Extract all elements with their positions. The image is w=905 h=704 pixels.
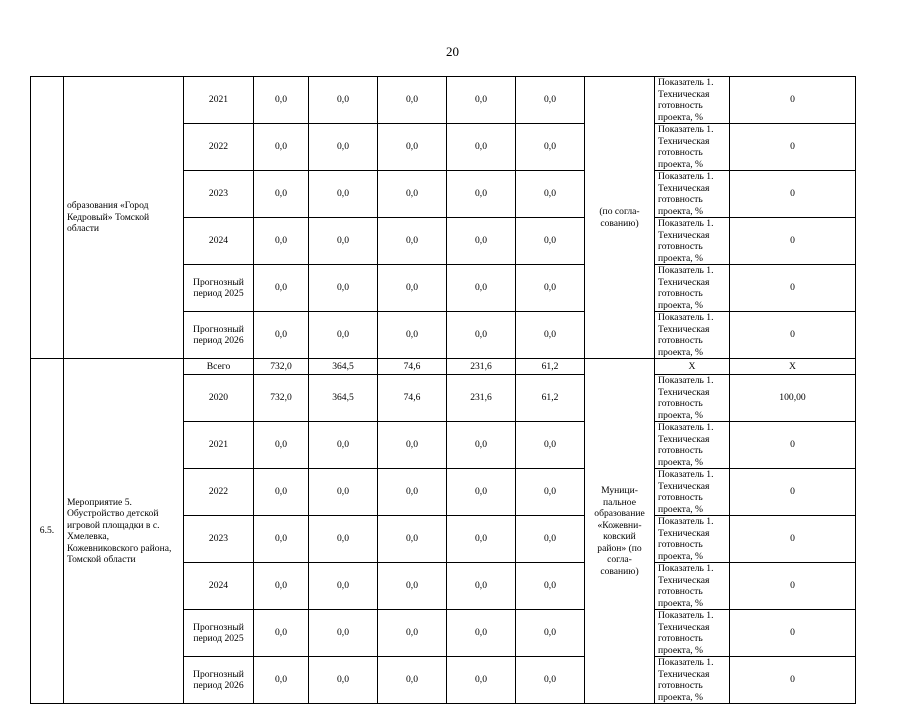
year-cell: 2022 [184,124,254,171]
value-cell: 231,6 [447,359,516,375]
executor-cell: образования «Город Кедровый» Томской области [64,77,184,359]
item-number-cell [31,77,64,359]
year-cell: 2021 [184,77,254,124]
value-cell: 0,0 [254,124,309,171]
value-cell: 364,5 [309,359,378,375]
indicator-value-cell: 0 [730,265,856,312]
value-cell: 231,6 [447,375,516,422]
value-cell: 0,0 [447,610,516,657]
year-cell: 2024 [184,218,254,265]
value-cell: 0,0 [254,563,309,610]
value-cell: 0,0 [447,312,516,359]
value-cell: 0,0 [447,265,516,312]
value-cell: 0,0 [254,265,309,312]
indicator-value-cell: 0 [730,469,856,516]
value-cell: 0,0 [254,312,309,359]
value-cell: 0,0 [309,218,378,265]
value-cell: 0,0 [309,422,378,469]
value-cell: 0,0 [309,516,378,563]
indicator-name-cell: Показатель 1. Техническая готовность проекта, % [655,657,730,704]
value-cell: 74,6 [378,359,447,375]
indicator-value-cell: 0 [730,124,856,171]
indicator-value-cell: 0 [730,516,856,563]
value-cell: 0,0 [378,124,447,171]
value-cell: 0,0 [447,124,516,171]
value-cell: 0,0 [447,563,516,610]
year-cell: Прогнозный период 2025 [184,610,254,657]
value-cell: 0,0 [254,469,309,516]
indicator-value-cell: 0 [730,563,856,610]
value-cell: 732,0 [254,375,309,422]
value-cell: 0,0 [309,312,378,359]
year-cell: 2021 [184,422,254,469]
measure-name-cell: Мероприятие 5. Обустройство детской игровой площадки в с. Хмелевка, Кожевниковского района, Томской области [64,359,184,704]
value-cell: 0,0 [378,469,447,516]
value-cell: 0,0 [309,77,378,124]
year-cell: Прогнозный период 2025 [184,265,254,312]
year-cell: 2024 [184,563,254,610]
value-cell: 0,0 [378,218,447,265]
executor-cell: Муници-пальное образование «Кожевни-ковский район» (по согла-сованию) [585,359,655,704]
value-cell: 0,0 [378,516,447,563]
coexecutor-cell: (по согла-сованию) [585,77,655,359]
value-cell: 364,5 [309,375,378,422]
value-cell: 0,0 [378,422,447,469]
table-row [31,77,905,124]
value-cell: 0,0 [378,610,447,657]
value-cell: 0,0 [309,265,378,312]
year-cell: Прогнозный период 2026 [184,312,254,359]
indicator-name-cell: Показатель 1. Техническая готовность проекта, % [655,516,730,563]
year-cell: 2023 [184,516,254,563]
indicator-name-cell: Показатель 1. Техническая готовность проекта, % [655,422,730,469]
value-cell: 0,0 [447,422,516,469]
value-cell: 0,0 [516,265,585,312]
indicator-value-cell: 0 [730,422,856,469]
value-cell: 0,0 [447,469,516,516]
year-cell: 2023 [184,171,254,218]
indicator-name-cell: Показатель 1. Техническая готовность проекта, % [655,610,730,657]
value-cell: 0,0 [516,312,585,359]
value-cell: 0,0 [254,171,309,218]
indicator-value-cell: 0 [730,171,856,218]
indicator-name-cell: Показатель 1. Техническая готовность проекта, % [655,375,730,422]
value-cell: 0,0 [516,516,585,563]
value-cell: 0,0 [516,218,585,265]
item-number-cell: 6.5. [31,359,64,704]
indicator-value-cell: Х [730,359,856,375]
value-cell: 0,0 [309,657,378,704]
value-cell: 0,0 [254,610,309,657]
value-cell: 0,0 [447,77,516,124]
program-table [30,76,905,704]
value-cell: 0,0 [516,77,585,124]
value-cell: 0,0 [447,516,516,563]
value-cell: 0,0 [378,657,447,704]
value-cell: 0,0 [254,77,309,124]
year-cell: Прогнозный период 2026 [184,657,254,704]
value-cell: 0,0 [309,171,378,218]
value-cell: 732,0 [254,359,309,375]
value-cell: 0,0 [378,265,447,312]
value-cell: 0,0 [516,657,585,704]
page-number: 20 [0,44,905,60]
value-cell: 0,0 [378,77,447,124]
value-cell: 74,6 [378,375,447,422]
value-cell: 0,0 [516,171,585,218]
year-cell: 2020 [184,375,254,422]
indicator-value-cell: 100,00 [730,375,856,422]
year-cell: 2022 [184,469,254,516]
indicator-value-cell: 0 [730,657,856,704]
indicator-value-cell: 0 [730,610,856,657]
indicator-name-cell: Показатель 1. Техническая готовность проекта, % [655,171,730,218]
table-row-total [31,359,905,375]
value-cell: 0,0 [309,563,378,610]
value-cell: 0,0 [516,563,585,610]
indicator-name-cell: Показатель 1. Техническая готовность проекта, % [655,124,730,171]
value-cell: 0,0 [378,171,447,218]
value-cell: 0,0 [254,422,309,469]
indicator-value-cell: 0 [730,312,856,359]
value-cell: 0,0 [516,469,585,516]
value-cell: 0,0 [378,563,447,610]
indicator-name-cell: Показатель 1. Техническая готовность проекта, % [655,218,730,265]
value-cell: 0,0 [309,610,378,657]
value-cell: 0,0 [516,610,585,657]
indicator-value-cell: 0 [730,218,856,265]
indicator-name-cell: Показатель 1. Техническая готовность проекта, % [655,469,730,516]
indicator-name-cell: Х [655,359,730,375]
value-cell: 0,0 [378,312,447,359]
value-cell: 0,0 [254,516,309,563]
indicator-name-cell: Показатель 1. Техническая готовность проекта, % [655,265,730,312]
value-cell: 0,0 [516,422,585,469]
value-cell: 0,0 [447,171,516,218]
value-cell: 0,0 [309,469,378,516]
value-cell: 0,0 [516,124,585,171]
value-cell: 0,0 [254,657,309,704]
value-cell: 0,0 [309,124,378,171]
indicator-name-cell: Показатель 1. Техническая готовность проекта, % [655,77,730,124]
value-cell: 0,0 [254,218,309,265]
value-cell: 0,0 [447,657,516,704]
value-cell: 61,2 [516,359,585,375]
value-cell: 61,2 [516,375,585,422]
year-cell: Всего [184,359,254,375]
indicator-value-cell: 0 [730,77,856,124]
indicator-name-cell: Показатель 1. Техническая готовность проекта, % [655,312,730,359]
value-cell: 0,0 [447,218,516,265]
indicator-name-cell: Показатель 1. Техническая готовность проекта, % [655,563,730,610]
